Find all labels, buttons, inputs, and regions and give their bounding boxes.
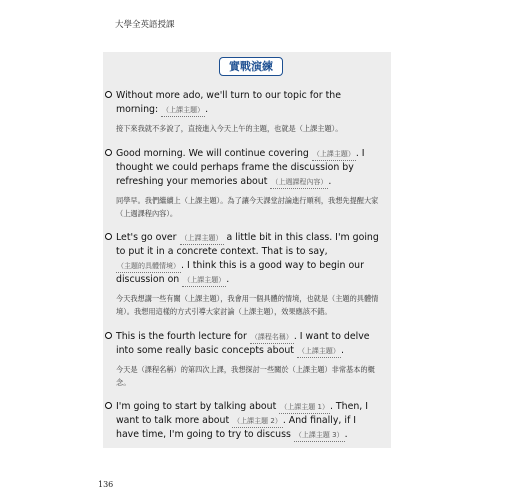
english-phrase: I'm going to start by talking about （上課主題 1）. Then, I want to talk more about （上課主題 2）. And finally, if I have time, I'm going to try to discuss （上課主題 3）. — [116, 401, 369, 440]
bullet-icon — [105, 332, 112, 339]
english-phrase: Without more ado, we'll turn to our topic for the morning: （上課主題）. — [116, 90, 341, 115]
page-number: 136 — [98, 480, 114, 489]
placeholder-slot: （上課主題） — [161, 105, 205, 117]
placeholder-slot: （上課主題） — [312, 149, 356, 161]
bullet-icon — [105, 233, 112, 240]
placeholder-slot: （上課主題 3） — [294, 430, 345, 442]
placeholder-slot: （主題的具體情境） — [116, 261, 181, 273]
placeholder-slot: （上課主題） — [297, 346, 341, 358]
phrase-entry-4 — [116, 330, 382, 389]
phrase-entry-5 — [116, 400, 382, 442]
placeholder-slot: （上週課程內容） — [270, 177, 328, 189]
english-phrase: Let's go over （上課主題） a little bit in this class. I'm going to put it in a concrete context. That is to say, （主題的具體情境）. I think this is a good way to begin our discussion on （上課主題）. — [116, 232, 379, 285]
english-phrase: Good morning. We will continue covering （上課主題）. I thought we could perhaps frame the discussion by refreshing your memories about （上週課程內容）. — [116, 148, 365, 187]
bullet-icon — [105, 402, 112, 409]
placeholder-slot: （上課主題） — [182, 275, 226, 287]
chinese-translation: 今天我想講一些有關（上課主題），我會用一個具體的情境，也就是（主題的具體情境）。我想用這樣的方式引導大家討論（上課主題），效果應該不錯。 — [116, 294, 379, 316]
running-header: 大學全英語授課 — [115, 20, 175, 30]
section-title: 實戰演練 — [219, 57, 283, 76]
bullet-icon — [105, 149, 112, 156]
placeholder-slot: （課程名稱） — [250, 332, 294, 344]
chinese-translation: 接下來我就不多說了，直接進入今天上午的主題，也就是（上課主題）。 — [116, 124, 343, 133]
chinese-translation: 同學早。我們繼續上（上課主題）。為了讓今天課堂討論進行順利，我想先提醒大家（上週課程內容）。 — [116, 196, 379, 218]
phrase-entry-1 — [116, 89, 382, 135]
chinese-translation: 今天是（課程名稱）的第四次上課，我想探討一些關於（上課主題）非常基本的概念。 — [116, 365, 375, 387]
phrase-entry-3 — [116, 231, 382, 318]
phrase-entry-2 — [116, 147, 382, 220]
placeholder-slot: （上課主題 2） — [232, 416, 283, 428]
placeholder-slot: （上課主題 1） — [279, 402, 330, 414]
placeholder-slot: （上課主題） — [180, 233, 224, 245]
english-phrase: This is the fourth lecture for （課程名稱）. I want to delve into some really basic concepts about （上課主題）. — [116, 331, 370, 356]
bullet-icon — [105, 91, 112, 98]
